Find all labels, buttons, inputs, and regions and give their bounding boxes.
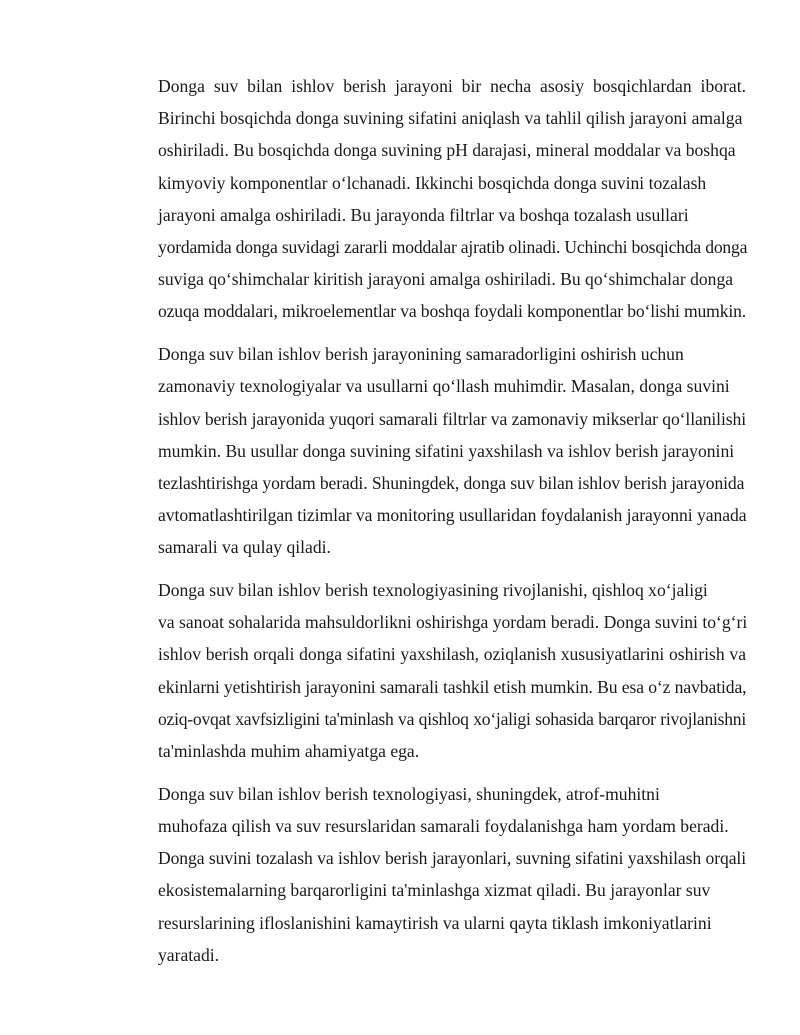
text-line: jarayoni amalga oshiriladi. Bu jarayonda filtrlar va boshqa tozalash usullari (158, 204, 689, 225)
text-line: ishlov berish jarayonida yuqori samarali filtrlar va zamonaviy mikserlar qoʻllanilishi (158, 408, 746, 429)
text-line: muhofaza qilish va suv resurslaridan samarali foydalanishga ham yordam beradi. (158, 815, 729, 836)
text-line: resurslarining ifloslanishini kamaytirish va ularni qayta tiklash imkoniyatlarini (158, 912, 712, 933)
text-line: oshiriladi. Bu bosqichda donga suvining pH darajasi, mineral moddalar va boshqa (158, 140, 736, 161)
text-line: Donga suv bilan ishlov berish texnologiyasi, shuningdek, atrof-muhitni (158, 783, 660, 804)
text-line: Donga suv bilan ishlov berish texnologiyasining rivojlanishi, qishloq xoʻjaligi (158, 580, 708, 601)
paragraph (111, 70, 746, 328)
paragraph (111, 338, 746, 563)
text-line: ekinlarni yetishtirish jarayonini samarali tashkil etish mumkin. Bu esa oʻz navbatida, (158, 676, 747, 697)
text-line: suviga qoʻshimchalar kiritish jarayoni amalga oshiriladi. Bu qoʻshimchalar donga (158, 269, 734, 290)
text-line: ta'minlashda muhim ahamiyatga ega. (158, 741, 420, 762)
paragraph (111, 778, 746, 971)
text-line: yaratadi. (158, 944, 220, 965)
text-line: zamonaviy texnologiyalar va usullarni qoʻllash muhimdir. Masalan, donga suvini (158, 376, 730, 397)
text-line: ekosistemalarning barqarorligini ta'minlashga xizmat qiladi. Bu jarayonlar suv (158, 880, 711, 901)
text-line: Birinchi bosqichda donga suvining sifatini aniqlash va tahlil qilish jarayoni amalga (158, 108, 743, 129)
text-line: Donga suvini tozalash va ishlov berish jarayonlari, suvning sifatini yaxshilash orqali (158, 848, 746, 869)
text-line: kimyoviy komponentlar oʻlchanadi. Ikkinchi bosqichda donga suvini tozalash (158, 172, 707, 193)
text-line: avtomatlashtirilgan tizimlar va monitoring usullaridan foydalanish jarayonni yanada (158, 505, 747, 526)
document-body (111, 70, 746, 981)
text-line: Donga suv bilan ishlov berish jarayoni bir necha asosiy bosqichlardan iborat. (158, 76, 746, 96)
text-line: oziq-ovqat xavfsizligini ta'minlash va qishloq xoʻjaligi sohasida barqaror rivojlanishni (158, 708, 746, 729)
text-line: Donga suv bilan ishlov berish jarayonining samaradorligini oshirish uchun (158, 344, 684, 365)
text-line: ishlov berish orqali donga sifatini yaxshilash, oziqlanish xususiyatlarini oshirish va (158, 644, 746, 665)
text-line: tezlashtirishga yordam beradi. Shuningdek, donga suv bilan ishlov berish jarayonida (158, 472, 745, 493)
text-line: ozuqa moddalari, mikroelementlar va boshqa foydali komponentlar boʻlishi mumkin. (158, 301, 747, 322)
paragraph (111, 574, 746, 767)
text-line: samarali va qulay qiladi. (158, 537, 331, 558)
text-line: va sanoat sohalarida mahsuldorlikni oshirishga yordam beradi. Donga suvini toʻgʻri (158, 612, 748, 633)
text-line: mumkin. Bu usullar donga suvining sifatini yaxshilash va ishlov berish jarayonini (158, 440, 735, 461)
text-line: yordamida donga suvidagi zararli moddalar ajratib olinadi. Uchinchi bosqichda donga (158, 237, 748, 258)
